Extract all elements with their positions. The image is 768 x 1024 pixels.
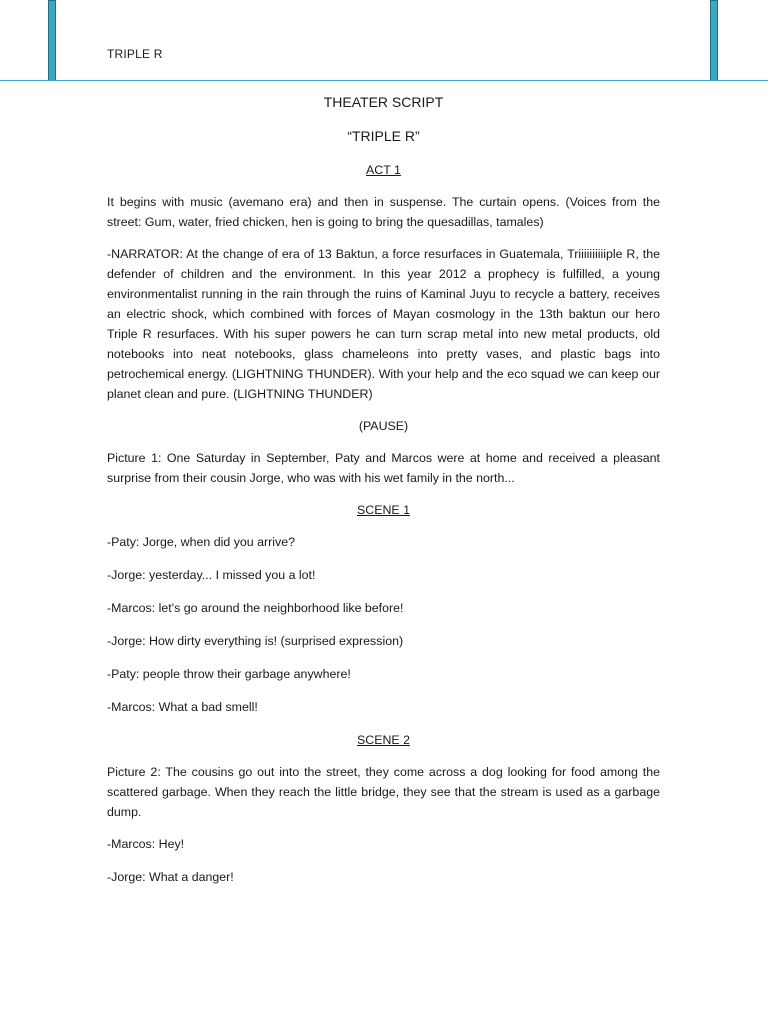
- picture1-paragraph: Picture 1: One Saturday in September, Paty and Marcos were at home and received a pleasant surprise from their cousin Jorge, who was with his wet family in the north...: [107, 451, 660, 485]
- narrator-paragraph: -NARRATOR: At the change of era of 13 Baktun, a force resurfaces in Guatemala, Triiiiiiiiiiple R, the defender of children and the environment. In this year 2012 a prophecy is fulfilled, a young environmentalist running in the rain through the ruins of Kaminal Juyu to recycle a battery, receives an electric shock, which combined with forces of Mayan cosmology in the 13th baktun our hero Triple R resurfaces. With his super powers he can turn scrap metal into new metal products, old notebooks into neat notebooks, glass chameleons into pretty vases, and plastic bags into petrochemical energy. (LIGHTNING THUNDER). With your help and the eco squad we can keep our planet clean and pure. (LIGHTNING THUNDER): [107, 247, 660, 401]
- act-heading: [107, 160, 660, 180]
- running-header: TRIPLE R: [107, 47, 163, 61]
- header-accent-bar-left: [48, 0, 56, 81]
- dialogue-line: -Paty: Jorge, when did you arrive?: [107, 535, 296, 549]
- dialogue-line: -Marcos: Hey!: [107, 837, 185, 851]
- pause-direction: (PAUSE): [358, 419, 409, 433]
- dialogue-line: -Paty: people throw their garbage anywhere!: [107, 667, 351, 681]
- act-heading-text: ACT 1: [366, 163, 401, 177]
- scene2-heading-text: SCENE 2: [356, 733, 411, 747]
- header-divider: [0, 80, 768, 81]
- document-title: THEATER SCRIPT: [323, 94, 444, 110]
- dialogue-line: -Jorge: What a danger!: [107, 870, 234, 884]
- intro-paragraph: It begins with music (avemano era) and then in suspense. The curtain opens. (Voices from the street: Gum, water, fried chicken, hen is going to bring the quesadillas, tamales): [107, 195, 660, 229]
- dialogue-line: -Marcos: What a bad smell!: [107, 700, 258, 714]
- scene1-heading-text: SCENE 1: [356, 503, 411, 517]
- picture2-paragraph: Picture 2: The cousins go out into the street, they come across a dog looking for food among the scattered garbage. When they reach the little bridge, they see that the stream is used as a garbage dump.: [107, 765, 660, 819]
- header-accent-bar-right: [710, 0, 718, 81]
- dialogue-line: -Jorge: How dirty everything is! (surprised expression): [107, 634, 404, 648]
- document-body: [107, 92, 660, 900]
- document-subtitle: “TRIPLE R”: [347, 128, 420, 144]
- scene2-heading: [107, 730, 660, 750]
- dialogue-line: -Jorge: yesterday... I missed you a lot!: [107, 568, 316, 582]
- scene1-heading: [107, 500, 660, 520]
- dialogue-line: -Marcos: let's go around the neighborhood like before!: [107, 601, 404, 615]
